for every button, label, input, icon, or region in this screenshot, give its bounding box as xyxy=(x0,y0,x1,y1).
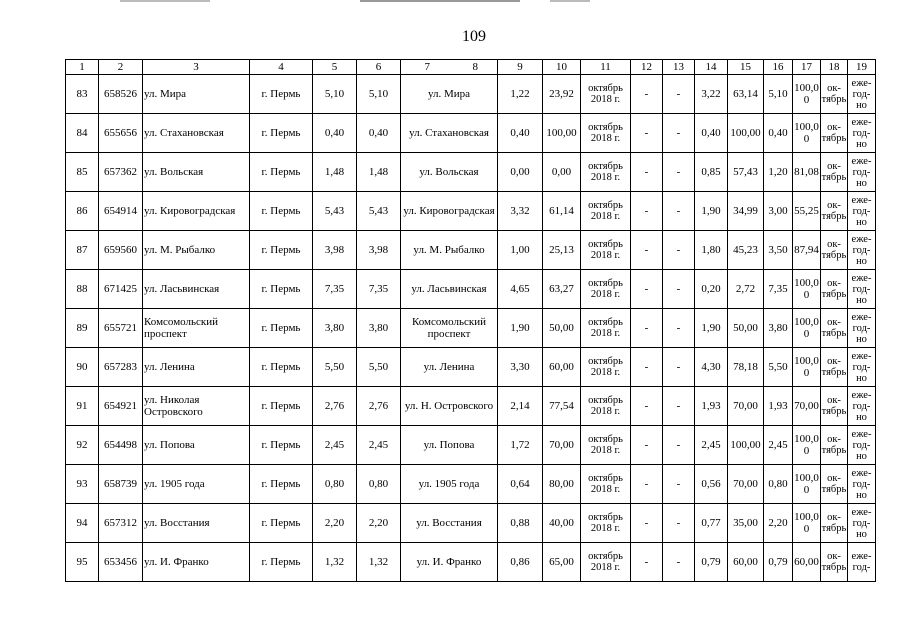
column-number: 5 xyxy=(313,60,357,75)
value-cell-10: 65,00 xyxy=(543,543,581,582)
value-cell-15: 60,00 xyxy=(728,543,764,582)
page-number: 109 xyxy=(462,28,486,45)
value-cell-6: 2,45 xyxy=(357,426,401,465)
value-cell-9: 3,32 xyxy=(498,192,543,231)
city-cell: г. Пермь xyxy=(250,387,313,426)
row-number-cell: 89 xyxy=(66,309,99,348)
period-cell: октябрь 2018 г. xyxy=(581,231,631,270)
row-number-cell: 84 xyxy=(66,114,99,153)
value-cell-15: 34,99 xyxy=(728,192,764,231)
period-cell: октябрь 2018 г. xyxy=(581,114,631,153)
value-cell-17: 100,0 0 xyxy=(793,465,821,504)
row-number-cell: 85 xyxy=(66,153,99,192)
street-name-cell: ул. И. Франко xyxy=(143,543,250,582)
value-cell-6: 0,80 xyxy=(357,465,401,504)
street-name-cell: ул. Ленина xyxy=(143,348,250,387)
street-name-cell: ул. Мира xyxy=(143,75,250,114)
frequency-cell: еже-год-но xyxy=(848,75,876,114)
month-cell: ок-тябрь xyxy=(821,504,848,543)
value-cell-9: 1,00 xyxy=(498,231,543,270)
row-number-cell: 83 xyxy=(66,75,99,114)
column-number: 16 xyxy=(764,60,793,75)
value-cell-17: 100,0 0 xyxy=(793,426,821,465)
value-cell-15: 78,18 xyxy=(728,348,764,387)
value-cell-10: 60,00 xyxy=(543,348,581,387)
object-code-cell: 658739 xyxy=(99,465,143,504)
value-cell-6: 2,76 xyxy=(357,387,401,426)
dash-cell-13: - xyxy=(663,348,695,387)
value-cell-17: 100,0 0 xyxy=(793,309,821,348)
value-cell-9: 0,00 xyxy=(498,153,543,192)
column-number: 11 xyxy=(581,60,631,75)
table-row xyxy=(66,348,876,387)
object-code-cell: 654914 xyxy=(99,192,143,231)
column-number: 4 xyxy=(250,60,313,75)
frequency-cell: еже-год-но xyxy=(848,465,876,504)
street-name-cell: ул. Стахановская xyxy=(143,114,250,153)
value-cell-10: 77,54 xyxy=(543,387,581,426)
table-row xyxy=(66,114,876,153)
location-cell: ул. Кировоградская xyxy=(401,192,498,231)
location-cell: ул. Вольская xyxy=(401,153,498,192)
value-cell-15: 63,14 xyxy=(728,75,764,114)
value-cell-9: 0,64 xyxy=(498,465,543,504)
dash-cell-13: - xyxy=(663,504,695,543)
table-row xyxy=(66,465,876,504)
value-cell-10: 50,00 xyxy=(543,309,581,348)
frequency-cell: еже-год-но xyxy=(848,426,876,465)
location-cell: ул. М. Рыбалко xyxy=(401,231,498,270)
frequency-cell: еже-год-но xyxy=(848,153,876,192)
column-number: 13 xyxy=(663,60,695,75)
month-cell: ок-тябрь xyxy=(821,270,848,309)
value-cell-5: 1,32 xyxy=(313,543,357,582)
dash-cell-12: - xyxy=(631,153,663,192)
value-cell-15: 45,23 xyxy=(728,231,764,270)
period-cell: октябрь 2018 г. xyxy=(581,465,631,504)
value-cell-14: 0,77 xyxy=(695,504,728,543)
column-number: 14 xyxy=(695,60,728,75)
dash-cell-12: - xyxy=(631,387,663,426)
city-cell: г. Пермь xyxy=(250,231,313,270)
dash-cell-13: - xyxy=(663,270,695,309)
month-cell: ок-тябрь xyxy=(821,75,848,114)
table-row xyxy=(66,192,876,231)
value-cell-6: 3,80 xyxy=(357,309,401,348)
month-cell: ок-тябрь xyxy=(821,114,848,153)
location-cell: ул. Стахановская xyxy=(401,114,498,153)
location-cell: ул. Попова xyxy=(401,426,498,465)
value-cell-15: 2,72 xyxy=(728,270,764,309)
location-cell: ул. 1905 года xyxy=(401,465,498,504)
street-name-cell: ул. Николая Островского xyxy=(143,387,250,426)
street-name-cell: ул. Восстания xyxy=(143,504,250,543)
value-cell-5: 5,50 xyxy=(313,348,357,387)
frequency-cell: еже-год-но xyxy=(848,348,876,387)
value-cell-17: 87,94 xyxy=(793,231,821,270)
value-cell-5: 2,76 xyxy=(313,387,357,426)
location-cell: ул. И. Франко xyxy=(401,543,498,582)
value-cell-9: 0,40 xyxy=(498,114,543,153)
month-cell: ок-тябрь xyxy=(821,231,848,270)
city-cell: г. Пермь xyxy=(250,114,313,153)
value-cell-17: 81,08 xyxy=(793,153,821,192)
column-number: 8 xyxy=(454,60,498,75)
location-cell: ул. Ласьвинская xyxy=(401,270,498,309)
value-cell-15: 100,00 xyxy=(728,114,764,153)
value-cell-6: 0,40 xyxy=(357,114,401,153)
value-cell-16: 7,35 xyxy=(764,270,793,309)
value-cell-6: 3,98 xyxy=(357,231,401,270)
frequency-cell: еже-год-но xyxy=(848,309,876,348)
table-row xyxy=(66,231,876,270)
value-cell-10: 40,00 xyxy=(543,504,581,543)
period-cell: октябрь 2018 г. xyxy=(581,426,631,465)
dash-cell-13: - xyxy=(663,309,695,348)
value-cell-5: 2,45 xyxy=(313,426,357,465)
value-cell-15: 57,43 xyxy=(728,153,764,192)
value-cell-10: 63,27 xyxy=(543,270,581,309)
value-cell-15: 100,00 xyxy=(728,426,764,465)
value-cell-9: 3,30 xyxy=(498,348,543,387)
value-cell-9: 4,65 xyxy=(498,270,543,309)
value-cell-14: 1,93 xyxy=(695,387,728,426)
period-cell: октябрь 2018 г. xyxy=(581,309,631,348)
value-cell-9: 0,88 xyxy=(498,504,543,543)
street-name-cell: ул. М. Рыбалко xyxy=(143,231,250,270)
dash-cell-13: - xyxy=(663,543,695,582)
location-cell: Комсомольский проспект xyxy=(401,309,498,348)
dash-cell-12: - xyxy=(631,465,663,504)
period-cell: октябрь 2018 г. xyxy=(581,153,631,192)
dash-cell-13: - xyxy=(663,192,695,231)
value-cell-15: 70,00 xyxy=(728,465,764,504)
table-row xyxy=(66,387,876,426)
city-cell: г. Пермь xyxy=(250,192,313,231)
period-cell: октябрь 2018 г. xyxy=(581,192,631,231)
value-cell-6: 1,48 xyxy=(357,153,401,192)
month-cell: ок-тябрь xyxy=(821,426,848,465)
table-row xyxy=(66,309,876,348)
frequency-cell: еже-год-но xyxy=(848,231,876,270)
value-cell-10: 100,00 xyxy=(543,114,581,153)
object-code-cell: 658526 xyxy=(99,75,143,114)
dash-cell-13: - xyxy=(663,153,695,192)
period-cell: октябрь 2018 г. xyxy=(581,348,631,387)
column-number: 19 xyxy=(848,60,876,75)
value-cell-16: 1,93 xyxy=(764,387,793,426)
value-cell-17: 100,0 0 xyxy=(793,75,821,114)
table-row xyxy=(66,153,876,192)
month-cell: ок-тябрь xyxy=(821,387,848,426)
dash-cell-13: - xyxy=(663,231,695,270)
city-cell: г. Пермь xyxy=(250,465,313,504)
value-cell-16: 3,00 xyxy=(764,192,793,231)
value-cell-10: 80,00 xyxy=(543,465,581,504)
value-cell-14: 3,22 xyxy=(695,75,728,114)
column-number: 6 xyxy=(357,60,401,75)
frequency-cell: еже-год-но xyxy=(848,504,876,543)
value-cell-10: 0,00 xyxy=(543,153,581,192)
month-cell: ок-тябрь xyxy=(821,348,848,387)
city-cell: г. Пермь xyxy=(250,153,313,192)
dash-cell-12: - xyxy=(631,348,663,387)
table-row xyxy=(66,75,876,114)
dash-cell-12: - xyxy=(631,504,663,543)
value-cell-5: 7,35 xyxy=(313,270,357,309)
value-cell-6: 5,43 xyxy=(357,192,401,231)
value-cell-9: 1,72 xyxy=(498,426,543,465)
column-number: 2 xyxy=(99,60,143,75)
dash-cell-12: - xyxy=(631,270,663,309)
value-cell-16: 5,10 xyxy=(764,75,793,114)
dash-cell-12: - xyxy=(631,231,663,270)
value-cell-10: 25,13 xyxy=(543,231,581,270)
value-cell-17: 70,00 xyxy=(793,387,821,426)
column-number: 9 xyxy=(498,60,543,75)
value-cell-14: 1,90 xyxy=(695,309,728,348)
value-cell-5: 3,80 xyxy=(313,309,357,348)
value-cell-5: 5,10 xyxy=(313,75,357,114)
value-cell-10: 70,00 xyxy=(543,426,581,465)
location-cell: ул. Мира xyxy=(401,75,498,114)
city-cell: г. Пермь xyxy=(250,348,313,387)
location-cell: ул. Н. Островского xyxy=(401,387,498,426)
table-row xyxy=(66,270,876,309)
column-number: 18 xyxy=(821,60,848,75)
dash-cell-12: - xyxy=(631,426,663,465)
column-number: 3 xyxy=(143,60,250,75)
street-name-cell: ул. 1905 года xyxy=(143,465,250,504)
city-cell: г. Пермь xyxy=(250,504,313,543)
table-row xyxy=(66,504,876,543)
value-cell-16: 0,40 xyxy=(764,114,793,153)
column-number: 15 xyxy=(728,60,764,75)
street-name-cell: ул. Вольская xyxy=(143,153,250,192)
value-cell-5: 2,20 xyxy=(313,504,357,543)
value-cell-14: 2,45 xyxy=(695,426,728,465)
row-number-cell: 92 xyxy=(66,426,99,465)
value-cell-6: 5,10 xyxy=(357,75,401,114)
value-cell-10: 61,14 xyxy=(543,192,581,231)
dash-cell-12: - xyxy=(631,114,663,153)
period-cell: октябрь 2018 г. xyxy=(581,387,631,426)
value-cell-5: 0,40 xyxy=(313,114,357,153)
dash-cell-12: - xyxy=(631,309,663,348)
object-code-cell: 659560 xyxy=(99,231,143,270)
object-code-cell: 671425 xyxy=(99,270,143,309)
object-code-cell: 655721 xyxy=(99,309,143,348)
frequency-cell: еже-год-но xyxy=(848,192,876,231)
value-cell-5: 0,80 xyxy=(313,465,357,504)
value-cell-16: 3,50 xyxy=(764,231,793,270)
value-cell-6: 5,50 xyxy=(357,348,401,387)
month-cell: ок-тябрь xyxy=(821,309,848,348)
dash-cell-13: - xyxy=(663,387,695,426)
period-cell: октябрь 2018 г. xyxy=(581,504,631,543)
object-code-cell: 657283 xyxy=(99,348,143,387)
city-cell: г. Пермь xyxy=(250,75,313,114)
location-cell: ул. Восстания xyxy=(401,504,498,543)
row-number-cell: 86 xyxy=(66,192,99,231)
object-code-cell: 653456 xyxy=(99,543,143,582)
row-number-cell: 91 xyxy=(66,387,99,426)
column-number: 10 xyxy=(543,60,581,75)
register-table xyxy=(65,59,876,582)
value-cell-17: 55,25 xyxy=(793,192,821,231)
value-cell-16: 0,80 xyxy=(764,465,793,504)
frequency-cell: еже-год-но xyxy=(848,270,876,309)
value-cell-16: 2,45 xyxy=(764,426,793,465)
city-cell: г. Пермь xyxy=(250,270,313,309)
value-cell-6: 1,32 xyxy=(357,543,401,582)
value-cell-14: 4,30 xyxy=(695,348,728,387)
row-number-cell: 88 xyxy=(66,270,99,309)
month-cell: ок-тябрь xyxy=(821,192,848,231)
row-number-cell: 95 xyxy=(66,543,99,582)
value-cell-17: 100,0 0 xyxy=(793,504,821,543)
dash-cell-13: - xyxy=(663,426,695,465)
city-cell: г. Пермь xyxy=(250,543,313,582)
value-cell-17: 100,0 0 xyxy=(793,114,821,153)
street-name-cell: ул. Ласьвинская xyxy=(143,270,250,309)
month-cell: ок-тябрь xyxy=(821,153,848,192)
value-cell-5: 3,98 xyxy=(313,231,357,270)
row-number-cell: 93 xyxy=(66,465,99,504)
table-row xyxy=(66,543,876,582)
value-cell-16: 2,20 xyxy=(764,504,793,543)
value-cell-17: 100,0 0 xyxy=(793,348,821,387)
object-code-cell: 657362 xyxy=(99,153,143,192)
value-cell-14: 0,40 xyxy=(695,114,728,153)
value-cell-5: 1,48 xyxy=(313,153,357,192)
column-number: 12 xyxy=(631,60,663,75)
column-number: 7 xyxy=(401,60,454,75)
month-cell: ок-тябрь xyxy=(821,465,848,504)
value-cell-17: 100,0 0 xyxy=(793,270,821,309)
row-number-cell: 90 xyxy=(66,348,99,387)
frequency-cell: еже-год-но xyxy=(848,114,876,153)
value-cell-16: 1,20 xyxy=(764,153,793,192)
dash-cell-12: - xyxy=(631,75,663,114)
dash-cell-12: - xyxy=(631,543,663,582)
city-cell: г. Пермь xyxy=(250,309,313,348)
column-number: 1 xyxy=(66,60,99,75)
value-cell-9: 1,90 xyxy=(498,309,543,348)
object-code-cell: 657312 xyxy=(99,504,143,543)
value-cell-14: 1,80 xyxy=(695,231,728,270)
value-cell-14: 1,90 xyxy=(695,192,728,231)
value-cell-6: 2,20 xyxy=(357,504,401,543)
object-code-cell: 654498 xyxy=(99,426,143,465)
value-cell-15: 50,00 xyxy=(728,309,764,348)
frequency-cell: еже-год-но xyxy=(848,387,876,426)
value-cell-17: 60,00 xyxy=(793,543,821,582)
dash-cell-13: - xyxy=(663,75,695,114)
city-cell: г. Пермь xyxy=(250,426,313,465)
value-cell-14: 0,56 xyxy=(695,465,728,504)
street-name-cell: Комсомольский проспект xyxy=(143,309,250,348)
value-cell-14: 0,20 xyxy=(695,270,728,309)
period-cell: октябрь 2018 г. xyxy=(581,270,631,309)
value-cell-6: 7,35 xyxy=(357,270,401,309)
column-number-row xyxy=(66,60,876,75)
street-name-cell: ул. Попова xyxy=(143,426,250,465)
column-number: 17 xyxy=(793,60,821,75)
table-row xyxy=(66,426,876,465)
value-cell-9: 1,22 xyxy=(498,75,543,114)
dash-cell-12: - xyxy=(631,192,663,231)
object-code-cell: 655656 xyxy=(99,114,143,153)
scan-artifact-top xyxy=(120,0,740,3)
location-cell: ул. Ленина xyxy=(401,348,498,387)
row-number-cell: 94 xyxy=(66,504,99,543)
dash-cell-13: - xyxy=(663,465,695,504)
object-code-cell: 654921 xyxy=(99,387,143,426)
dash-cell-13: - xyxy=(663,114,695,153)
value-cell-15: 70,00 xyxy=(728,387,764,426)
period-cell: октябрь 2018 г. xyxy=(581,75,631,114)
value-cell-10: 23,92 xyxy=(543,75,581,114)
month-cell: ок-тябрь xyxy=(821,543,848,582)
value-cell-16: 3,80 xyxy=(764,309,793,348)
row-number-cell: 87 xyxy=(66,231,99,270)
value-cell-9: 0,86 xyxy=(498,543,543,582)
street-name-cell: ул. Кировоградская xyxy=(143,192,250,231)
value-cell-5: 5,43 xyxy=(313,192,357,231)
value-cell-14: 0,79 xyxy=(695,543,728,582)
period-cell: октябрь 2018 г. xyxy=(581,543,631,582)
value-cell-16: 5,50 xyxy=(764,348,793,387)
value-cell-14: 0,85 xyxy=(695,153,728,192)
value-cell-15: 35,00 xyxy=(728,504,764,543)
frequency-cell: еже-год- xyxy=(848,543,876,582)
value-cell-9: 2,14 xyxy=(498,387,543,426)
value-cell-16: 0,79 xyxy=(764,543,793,582)
